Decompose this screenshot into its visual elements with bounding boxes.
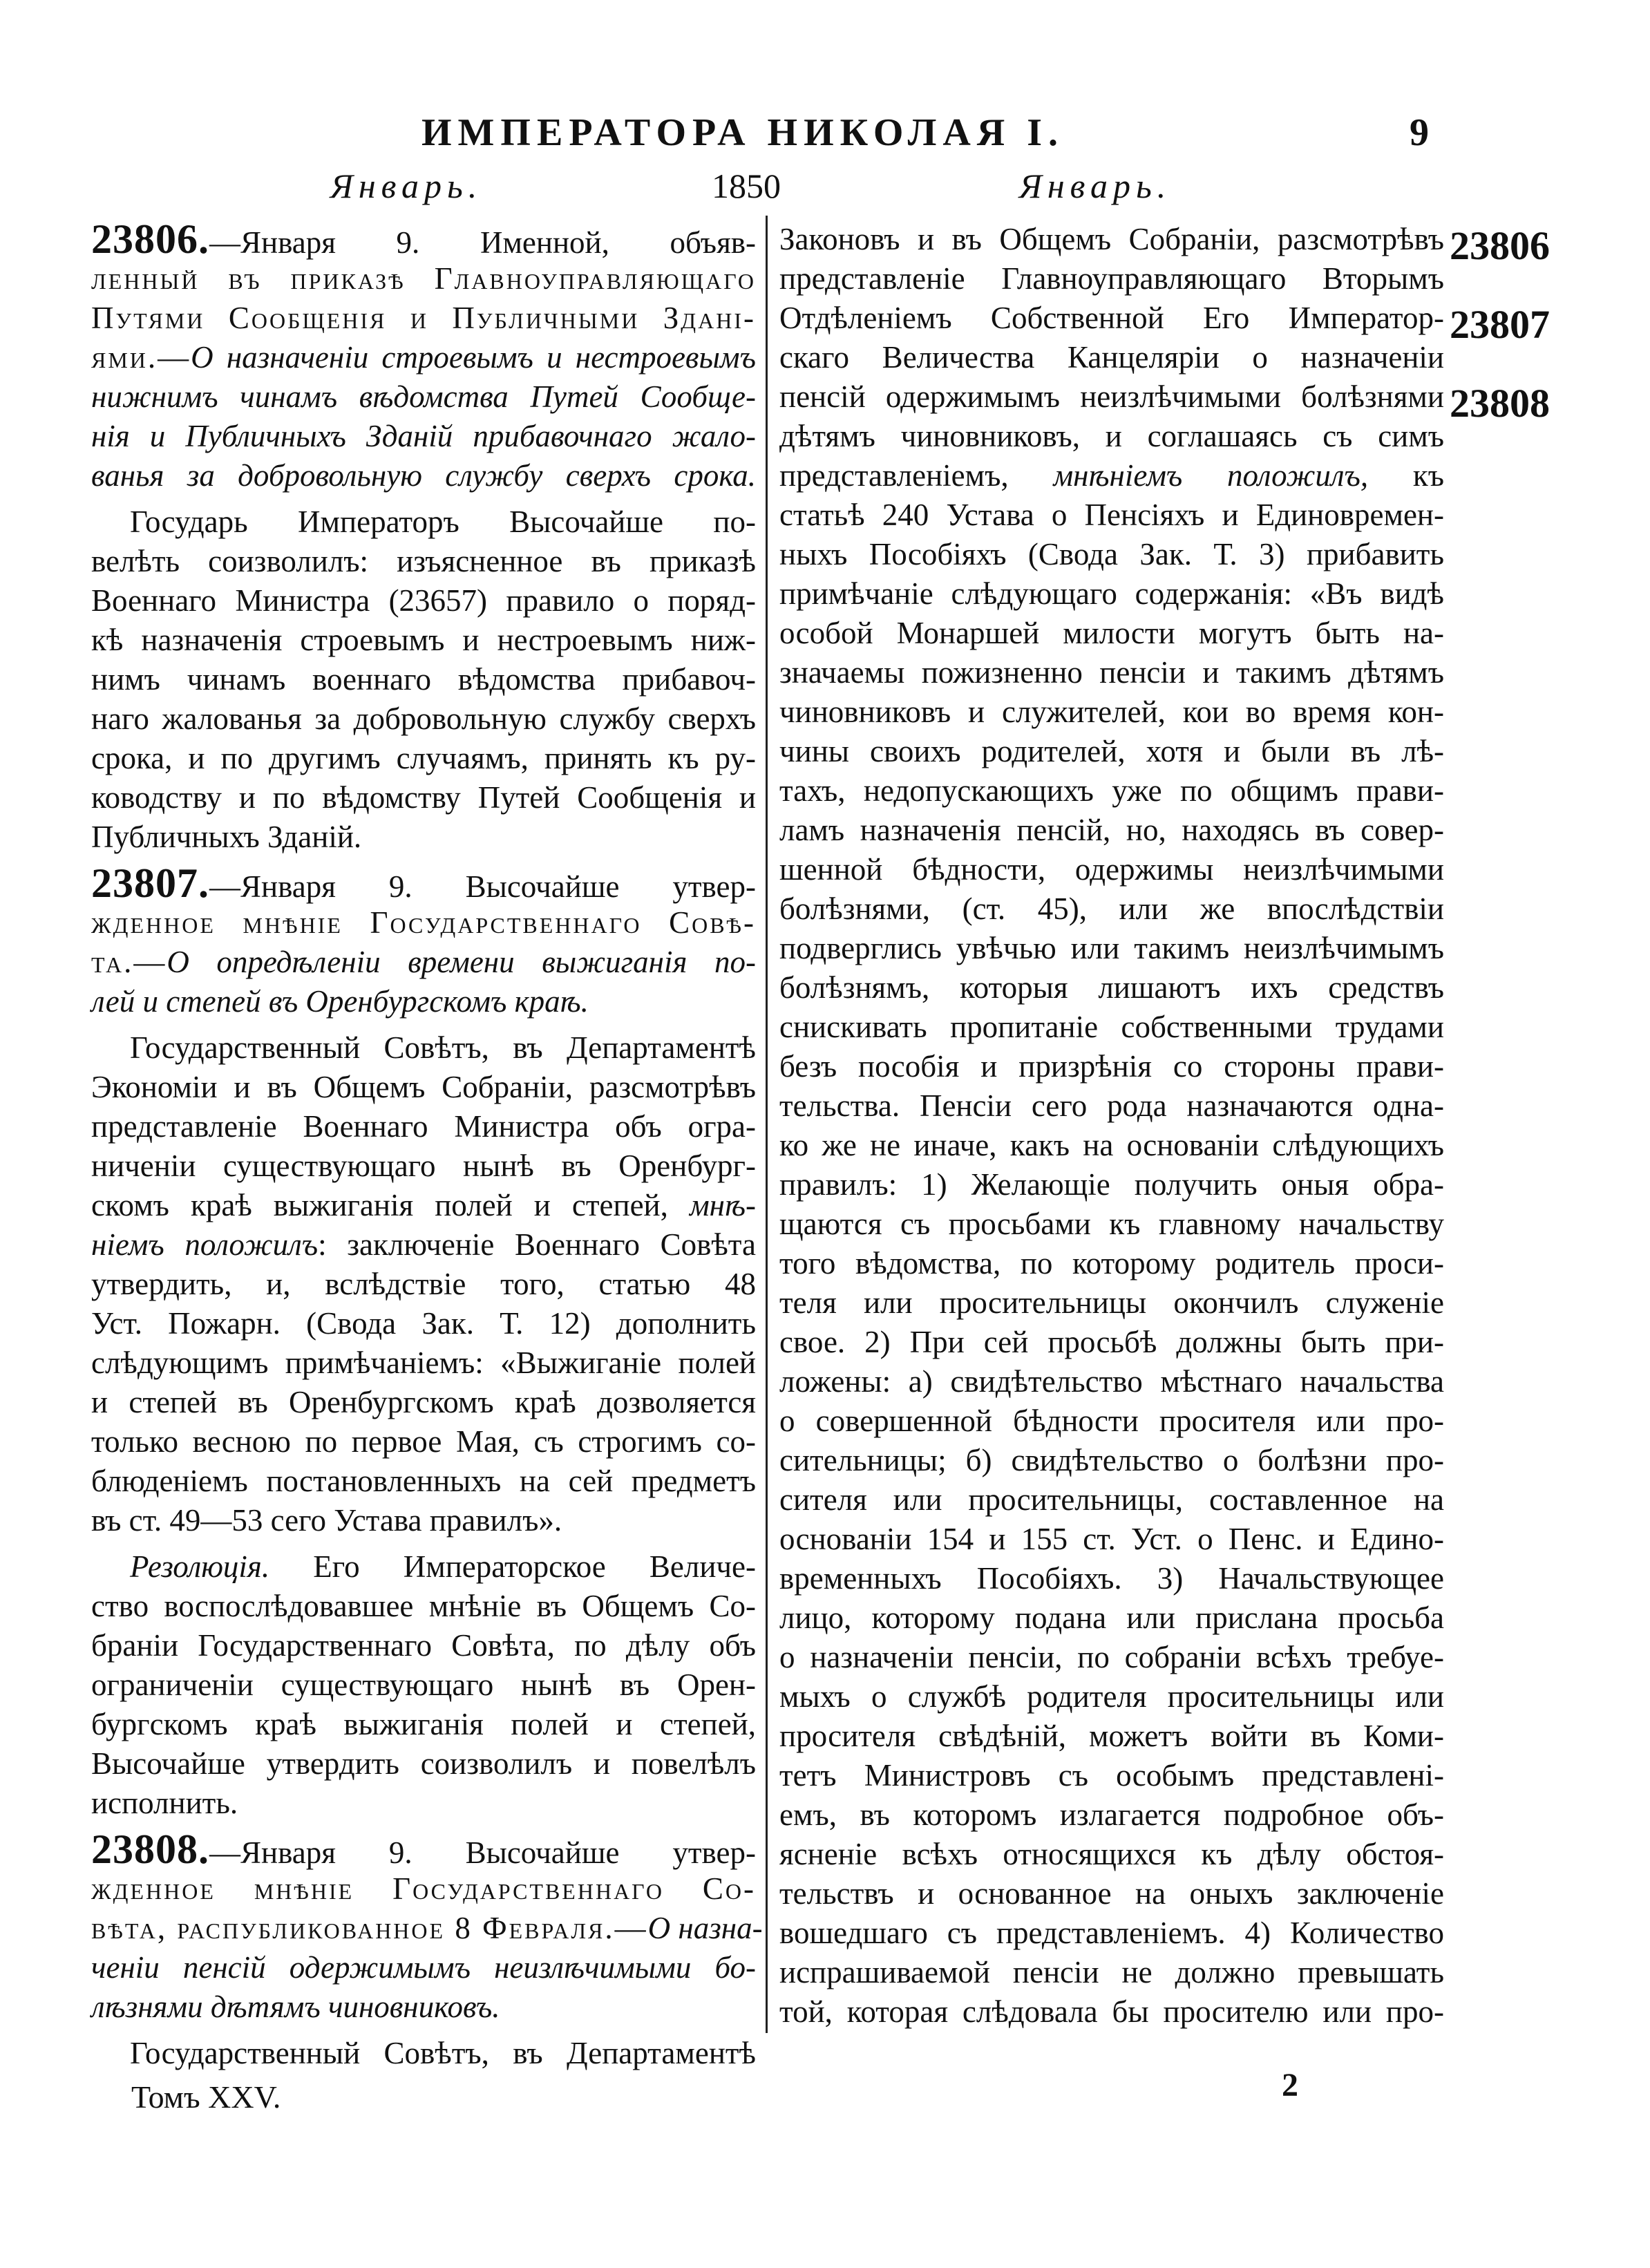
text-line bbox=[779, 771, 1444, 811]
text-segment: безъ пособія и призрѣнія со стороны прави- bbox=[779, 1049, 1444, 1084]
text-segment: нижнимъ чинамъ вѣдомства Путей Сообще- bbox=[91, 379, 756, 414]
text-line bbox=[91, 1869, 756, 1909]
text-segment: особой Монаршей милости могутъ быть на- bbox=[779, 616, 1444, 650]
running-title: ИМПЕРАТОРА НИКОЛАЯ I. bbox=[421, 111, 1065, 154]
signature-mark: 2 bbox=[1282, 2067, 1298, 2104]
text-line bbox=[779, 1441, 1444, 1480]
text-segment: вошедшаго съ представленіемъ. 4) Количество bbox=[779, 1916, 1444, 1950]
text-segment: чины своихъ родителей, хотя и были въ лѣ- bbox=[779, 734, 1444, 768]
text-line bbox=[91, 2034, 756, 2073]
text-segment: скомъ краѣ выжиганія полей и степей, bbox=[91, 1188, 690, 1222]
entry-number: 23808. bbox=[91, 1826, 209, 1872]
text-line bbox=[779, 929, 1444, 968]
text-segment: ленный въ приказѣ Главноуправляющаго bbox=[91, 261, 756, 296]
text-line bbox=[779, 1086, 1444, 1126]
text-line bbox=[91, 1343, 756, 1383]
text-segment: Публичныхъ Зданій. bbox=[91, 820, 362, 854]
volume-label: Томъ XXV. bbox=[131, 2079, 281, 2115]
text-segment: теля или просительницы окончилъ служеніе bbox=[779, 1285, 1444, 1320]
text-segment: лей и степей въ Оренбургскомъ краѣ. bbox=[91, 984, 589, 1019]
text-segment: Высочайше утвердить соизволилъ и повелѣлъ bbox=[91, 1746, 756, 1781]
text-segment: правилъ: 1) Желающіе получить оныя обра- bbox=[779, 1167, 1444, 1202]
text-line bbox=[91, 818, 756, 857]
text-segment: ководству и по вѣдомству Путей Сообщенія и bbox=[91, 780, 756, 815]
text-segment: тельства. Пенсіи сего рода назначаются одна- bbox=[779, 1088, 1444, 1123]
text-line bbox=[779, 1717, 1444, 1756]
text-segment: дѣтямъ чиновниковъ, и соглашаясь съ симъ bbox=[779, 419, 1444, 453]
text-segment: примѣчаніе слѣдующаго содержанія: «Въ видѣ bbox=[779, 576, 1444, 611]
text-segment: просителя свѣдѣній, можетъ войти въ Коми- bbox=[779, 1719, 1444, 1753]
text-line bbox=[779, 1283, 1444, 1323]
text-segment: тетъ Министровъ съ особымъ представлені- bbox=[779, 1758, 1444, 1793]
text-line bbox=[91, 1028, 756, 1068]
text-line bbox=[779, 456, 1444, 495]
text-segment: лицо, которому подана или прислана просьба bbox=[779, 1600, 1444, 1635]
text-line bbox=[91, 1587, 756, 1626]
text-segment: Экономіи и въ Общемъ Собраніи, разсмотрѣвъ bbox=[91, 1070, 756, 1104]
text-line bbox=[91, 1744, 756, 1784]
text-line bbox=[91, 1265, 756, 1304]
text-segment: основаніи 154 и 155 ст. Уст. о Пенс. и Едино- bbox=[779, 1522, 1444, 1556]
text-line bbox=[779, 1362, 1444, 1401]
text-line bbox=[779, 1598, 1444, 1638]
text-segment: свое. 2) При сей просьбѣ должны быть при- bbox=[779, 1325, 1444, 1359]
text-segment: къ bbox=[1368, 458, 1445, 493]
text-line bbox=[91, 1107, 756, 1146]
text-segment: представленіемъ, bbox=[779, 458, 1054, 493]
text-segment: снискивать пропитаніе собственными трудами bbox=[779, 1010, 1444, 1044]
text-segment: только весною по первое Мая, съ строгимъ со- bbox=[91, 1424, 756, 1459]
text-segment: браніи Государственнаго Совѣта, по дѣлу объ bbox=[91, 1628, 756, 1663]
text-segment: въ ст. 49—53 сего Устава правилъ». bbox=[91, 1503, 562, 1538]
text-segment: той, которая слѣдовала бы просителю или про- bbox=[779, 1994, 1444, 2029]
text-line bbox=[91, 581, 756, 621]
text-segment: ламъ назначенія пенсій, но, находясь въ совер- bbox=[779, 813, 1444, 847]
text-segment: блюденіемъ постановленныхъ на сей предметъ bbox=[91, 1464, 756, 1498]
text-segment: жденное мнѣніе Государственнаго Совѣ- bbox=[91, 905, 756, 940]
text-line bbox=[779, 889, 1444, 929]
text-line bbox=[91, 1826, 756, 1872]
left-column bbox=[91, 216, 763, 2073]
text-line bbox=[91, 621, 756, 660]
text-line bbox=[91, 943, 756, 982]
text-segment: сительницы; б) свидѣтельство о болѣзни про- bbox=[779, 1443, 1444, 1477]
text-line bbox=[779, 1913, 1444, 1953]
text-segment: щаются съ просьбами къ главному начальству bbox=[779, 1207, 1444, 1241]
text-segment: вѣта, распубликованное 8 Февраля.— bbox=[91, 1911, 648, 1945]
text-segment: и степей въ Оренбургскомъ краѣ дозволяется bbox=[91, 1385, 756, 1419]
text-line bbox=[91, 778, 756, 818]
text-line bbox=[779, 574, 1444, 614]
text-line bbox=[91, 699, 756, 739]
text-segment: Государь Императоръ Высочайше по- bbox=[130, 504, 756, 539]
text-segment: болѣзнямъ, которыя лишаютъ ихъ средствъ bbox=[779, 970, 1444, 1005]
text-segment: утвердить, и, вслѣдствіе того, статью 48 bbox=[91, 1267, 756, 1301]
text-segment: срока, и по другимъ случаямъ, принять къ ру- bbox=[91, 741, 756, 775]
text-line bbox=[91, 1948, 756, 1987]
text-segment: наго жалованья за добровольную службу сверхъ bbox=[91, 701, 756, 736]
text-segment: О назначеніи строевымъ и нестроевымъ bbox=[191, 340, 756, 375]
text-line bbox=[779, 1401, 1444, 1441]
text-line bbox=[779, 1480, 1444, 1520]
text-segment: бургскомъ краѣ выжиганія полей и степей, bbox=[91, 1707, 756, 1741]
text-segment: шенной бѣдности, одержимы неизлѣчимыми bbox=[779, 852, 1444, 887]
text-line bbox=[91, 860, 756, 906]
text-segment: о назначеніи пенсіи, по собраніи всѣхъ требуе- bbox=[779, 1640, 1444, 1674]
text-line bbox=[91, 1225, 756, 1265]
text-line bbox=[91, 1383, 756, 1422]
text-line bbox=[779, 850, 1444, 889]
text-segment: ложены: а) свидѣтельство мѣстнаго начальства bbox=[779, 1364, 1444, 1399]
text-segment: тахъ, недопускающихъ уже по общимъ прави- bbox=[779, 773, 1444, 808]
text-segment: О назна- bbox=[647, 1911, 763, 1945]
text-line bbox=[91, 1068, 756, 1107]
text-segment: Путями Сообщенія и Публичными Здані- bbox=[91, 301, 756, 335]
text-segment: ванья за добровольную службу сверхъ срока. bbox=[91, 458, 756, 493]
text-line bbox=[779, 1126, 1444, 1165]
text-line bbox=[91, 502, 756, 542]
month-left: Январь. bbox=[330, 167, 483, 205]
entry-number: 23807. bbox=[91, 860, 209, 906]
text-line bbox=[779, 417, 1444, 456]
text-segment: велѣть соизволилъ: изъясненное въ приказѣ bbox=[91, 544, 756, 578]
text-segment: мыхъ о службѣ родителя просительницы или bbox=[779, 1679, 1444, 1714]
text-segment: мнѣніемъ положилъ, bbox=[1053, 458, 1369, 493]
text-line bbox=[779, 338, 1444, 377]
text-line bbox=[779, 1795, 1444, 1835]
text-segment: чиновниковъ и служителей, кои во время кон- bbox=[779, 694, 1444, 729]
text-line bbox=[91, 1462, 756, 1501]
text-line bbox=[91, 1146, 756, 1186]
margin-number: 23808 bbox=[1450, 381, 1550, 426]
right-column bbox=[779, 220, 1444, 2032]
text-line bbox=[779, 299, 1444, 338]
text-line bbox=[779, 1992, 1444, 2032]
text-segment: ограниченіи существующаго нынѣ въ Орен- bbox=[91, 1667, 756, 1702]
text-segment: слѣдующимъ примѣчаніемъ: «Выжиганіе полей bbox=[91, 1345, 756, 1380]
text-line bbox=[91, 1784, 756, 1823]
text-line bbox=[779, 1638, 1444, 1677]
entry-number: 23806. bbox=[91, 216, 209, 262]
text-line bbox=[779, 1008, 1444, 1047]
text-line bbox=[779, 1835, 1444, 1874]
text-segment: нимъ чинамъ военнаго вѣдомства прибавоч- bbox=[91, 662, 756, 697]
text-segment: Отдѣленіемъ Собственной Его Император- bbox=[779, 301, 1444, 335]
text-line bbox=[91, 1665, 756, 1705]
text-line bbox=[91, 739, 756, 778]
text-line bbox=[779, 1047, 1444, 1086]
text-segment: нія и Публичныхъ Зданій прибавочнаго жало- bbox=[91, 419, 756, 453]
text-segment: Законовъ и въ Общемъ Собраніи, разсмотрѣвъ bbox=[779, 222, 1444, 256]
text-line bbox=[91, 542, 756, 581]
text-segment: Военнаго Министра (23657) правило о поряд- bbox=[91, 583, 756, 618]
text-segment: исполнить. bbox=[91, 1786, 238, 1820]
text-line bbox=[779, 732, 1444, 771]
page-number: 9 bbox=[1410, 111, 1429, 154]
text-line bbox=[91, 1501, 756, 1540]
text-segment: испрашиваемой пенсіи не должно превышать bbox=[779, 1955, 1444, 1990]
text-segment: емъ, въ которомъ излагается подробное объ- bbox=[779, 1797, 1444, 1832]
text-segment: статьѣ 240 Устава о Пенсіяхъ и Единовремен- bbox=[779, 498, 1444, 532]
text-segment: ясненіе всѣхъ относящихся къ дѣлу обстоя- bbox=[779, 1837, 1444, 1871]
text-line bbox=[91, 216, 756, 262]
text-segment: —Января 9. Высочайше утвер- bbox=[209, 869, 756, 904]
text-segment: Уст. Пожарн. (Свода Зак. Т. 12) дополнить bbox=[91, 1306, 756, 1341]
text-line bbox=[779, 811, 1444, 850]
text-line bbox=[91, 660, 756, 699]
text-line bbox=[779, 1953, 1444, 1992]
text-segment: болѣзнями, (ст. 45), или же впослѣдствіи bbox=[779, 891, 1444, 926]
text-line bbox=[779, 968, 1444, 1008]
text-line bbox=[91, 1304, 756, 1343]
text-segment: —Января 9. Высочайше утвер- bbox=[209, 1835, 756, 1870]
text-segment: тельствъ и основанное на оныхъ заключеніе bbox=[779, 1876, 1444, 1911]
text-segment: кѣ назначенія строевымъ и нестроевымъ ниж- bbox=[91, 623, 756, 657]
text-line bbox=[779, 1756, 1444, 1795]
text-line bbox=[779, 220, 1444, 259]
text-line bbox=[779, 1244, 1444, 1283]
text-line bbox=[91, 417, 756, 456]
text-line bbox=[779, 1520, 1444, 1559]
text-segment: ство воспослѣдовавшее мнѣніе въ Общемъ Со- bbox=[91, 1589, 756, 1623]
text-line bbox=[779, 377, 1444, 417]
column-divider bbox=[766, 216, 768, 2033]
text-segment: Резолюція. bbox=[130, 1549, 270, 1584]
text-line bbox=[91, 903, 756, 943]
text-segment: представленіе Главноуправляющаго Вторымъ bbox=[779, 261, 1444, 296]
margin-number: 23807 bbox=[1450, 302, 1550, 347]
text-segment: Государственный Совѣтъ, въ Департаментѣ bbox=[130, 2036, 756, 2070]
text-segment: пенсій одержимымъ неизлѣчимыми болѣзнями bbox=[779, 379, 1444, 414]
text-line bbox=[91, 1547, 756, 1587]
text-segment: мнѣ- bbox=[689, 1188, 756, 1222]
text-line bbox=[91, 1626, 756, 1665]
text-segment: ніемъ положилъ bbox=[91, 1227, 319, 1262]
text-segment: подверглись увѣчью или такимъ неизлѣчимымъ bbox=[779, 931, 1444, 965]
text-segment: представленіе Военнаго Министра объ огра- bbox=[91, 1109, 756, 1144]
text-segment: лѣзнями дѣтямъ чиновниковъ. bbox=[91, 1990, 500, 2024]
text-line bbox=[91, 377, 756, 417]
text-line bbox=[91, 456, 756, 495]
text-line bbox=[91, 1987, 756, 2027]
text-line bbox=[779, 495, 1444, 535]
text-line bbox=[91, 1186, 756, 1225]
text-segment: О опредѣленіи времени выжиганія по- bbox=[167, 945, 756, 979]
text-segment: : заключеніе Военнаго Совѣта bbox=[318, 1227, 756, 1262]
text-segment: ниченіи существующаго нынѣ въ Оренбург- bbox=[91, 1149, 756, 1183]
text-line bbox=[779, 259, 1444, 299]
text-segment: временныхъ Пособіяхъ. 3) Начальствующее bbox=[779, 1561, 1444, 1596]
text-line bbox=[91, 1909, 763, 1948]
text-line bbox=[779, 1323, 1444, 1362]
text-segment: о совершенной бѣдности просителя или про- bbox=[779, 1404, 1444, 1438]
text-segment: —Января 9. Именной, объяв- bbox=[209, 225, 756, 260]
text-segment: ко же не иначе, какъ на основаніи слѣдующихъ bbox=[779, 1128, 1444, 1162]
text-line bbox=[91, 338, 756, 377]
text-line bbox=[91, 982, 756, 1021]
year: 1850 bbox=[712, 167, 781, 205]
text-segment: того вѣдомства, по которому родитель проси- bbox=[779, 1246, 1444, 1281]
text-segment: ченіи пенсій одержимымъ неизлѣчимыми бо- bbox=[91, 1950, 756, 1985]
text-line bbox=[779, 1559, 1444, 1598]
text-segment: сителя или просительницы, составленное на bbox=[779, 1482, 1444, 1517]
text-line bbox=[91, 1705, 756, 1744]
text-line bbox=[779, 692, 1444, 732]
text-line bbox=[779, 653, 1444, 692]
text-segment: скаго Величества Канцеляріи о назначеніи bbox=[779, 340, 1444, 375]
text-line bbox=[779, 1677, 1444, 1717]
text-segment: ныхъ Пособіяхъ (Свода Зак. Т. 3) прибавить bbox=[779, 537, 1444, 571]
text-line bbox=[91, 299, 756, 338]
text-segment: Его Императорское Величе- bbox=[269, 1549, 756, 1584]
text-segment: та.— bbox=[91, 945, 167, 979]
text-segment: жденное мнѣніе Государственнаго Со- bbox=[91, 1871, 756, 1906]
text-line bbox=[779, 535, 1444, 574]
text-segment: Государственный Совѣтъ, въ Департаментѣ bbox=[130, 1030, 756, 1065]
text-line bbox=[779, 614, 1444, 653]
text-line bbox=[91, 259, 756, 299]
text-line bbox=[779, 1874, 1444, 1913]
text-segment: значаемы пожизненно пенсіи и такимъ дѣтямъ bbox=[779, 655, 1444, 690]
text-line bbox=[779, 1204, 1444, 1244]
month-right: Январь. bbox=[1019, 167, 1172, 205]
text-line bbox=[779, 1165, 1444, 1204]
text-segment: ями.— bbox=[91, 340, 191, 375]
margin-number: 23806 bbox=[1450, 223, 1550, 268]
text-line bbox=[91, 1422, 756, 1462]
